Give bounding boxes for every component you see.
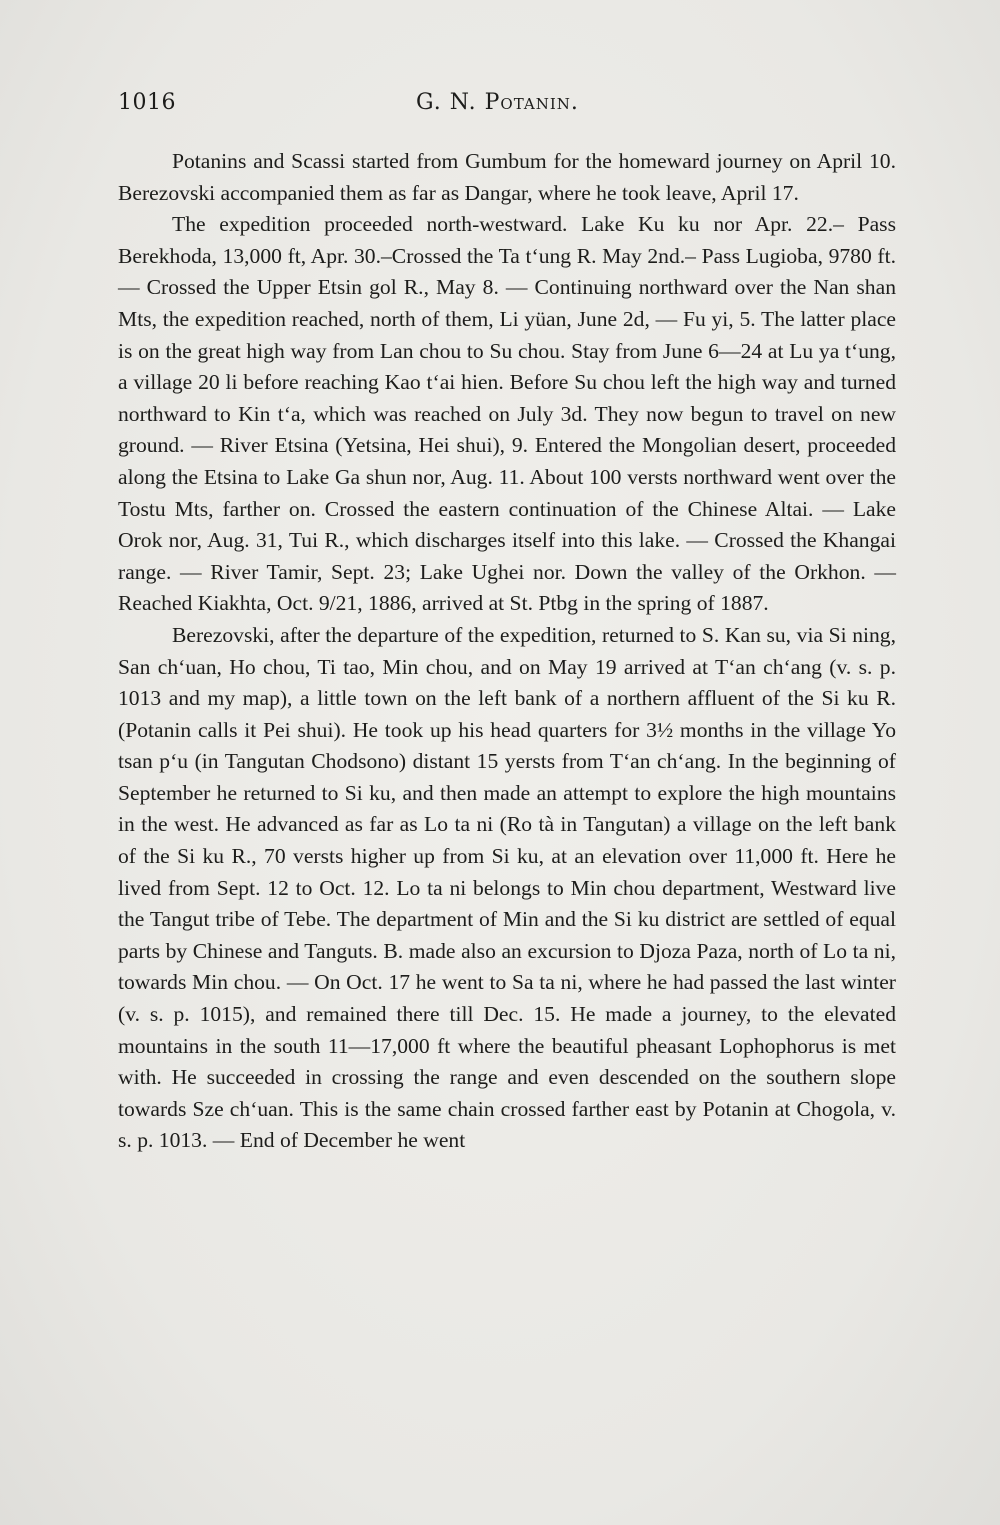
body-text: [118, 146, 896, 1157]
page-number: 1016: [118, 90, 176, 115]
paragraph: Potanins and Scassi started from Gumbum for the homeward journey on April 10. Berezovski accompanied them as far as Dangar, where he took leave, April 17.: [118, 149, 896, 205]
running-head: G. N. Potanin.: [416, 90, 579, 115]
paragraph: The expedition proceeded north-westward. Lake Ku ku nor Apr. 22.– Pass Berekhoda, 13,000 ft, Apr. 30.–Crossed the Ta t‘ung R. May 2nd.– Pass Lugioba, 9780 ft. — Crossed the Upper Etsin gol R., May 8. — Continuing northward over the Nan shan Mts, the expedition reached, north of them, Li yüan, June 2d, — Fu yi, 5. The latter place is on the great high way from Lan chou to Su chou. Stay from June 6—24 at Lu ya t‘ung, a village 20 li before reaching Kao t‘ai hien. Before Su chou left the high way and turned northward to Kin t‘a, which was reached on July 3d. They now begun to travel on new ground. — River Etsina (Yetsina, Hei shui), 9. Entered the Mongolian desert, proceeded along the Etsina to Lake Ga shun nor, Aug. 11. About 100 versts northward went over the Tostu Mts, farther on. Crossed the eastern continuation of the Chinese Altai. — Lake Orok nor, Aug. 31, Tui R., which discharges itself into this lake. — Crossed the Khangai range. — River Tamir, Sept. 23; Lake Ughei nor. Down the valley of the Orkhon. — Reached Kiakhta, Oct. 9/21, 1886, arrived at St. Ptbg in the spring of 1887.: [118, 212, 896, 616]
paragraph: Berezovski, after the departure of the expedition, returned to S. Kan su, via Si ning, San ch‘uan, Ho chou, Ti tao, Min chou, and on May 19 arrived at T‘an ch‘ang (v. s. p. 1013 and my map), a little town on the left bank of a northern affluent of the Si ku R. (Potanin calls it Pei shui). He took up his head quarters for 3½ months in the village Yo tsan p‘u (in Tangutan Chodsono) distant 15 yersts from T‘an ch‘ang. In the beginning of September he returned to Si ku, and then made an attempt to explore the high mountains in the west. He advanced as far as Lo ta ni (Ro tà in Tangutan) a village on the left bank of the Si ku R., 70 versts higher up from Si ku, at an elevation over 11,000 ft. Here he lived from Sept. 12 to Oct. 12. Lo ta ni belongs to Min chou department, Westward live the Tangut tribe of Tebe. The department of Min and the Si ku district are settled of equal parts by Chinese and Tanguts. B. made also an excursion to Djoza Paza, north of Lo ta ni, towards Min chou. — On Oct. 17 he went to Sa ta ni, where he had passed the last winter (v. s. p. 1015), and remained there till Dec. 15. He made a journey, to the elevated mountains in the south 11—17,000 ft where the beautiful pheasant Lophophorus is met with. He succeeded in crossing the range and even descended on the southern slope towards Sze ch‘uan. This is the same chain crossed farther east by Potanin at Chogola, v. s. p. 1013. — End of December he went: [118, 622, 896, 1153]
page-header: [118, 90, 890, 126]
